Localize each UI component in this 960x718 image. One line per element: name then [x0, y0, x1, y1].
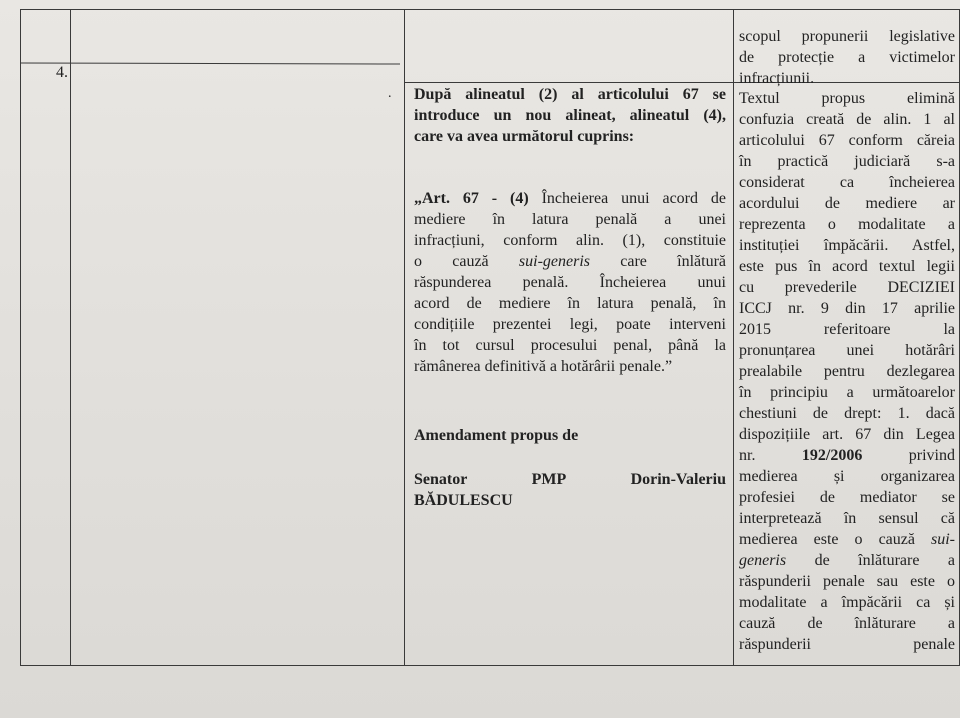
col-border-2 — [70, 9, 71, 665]
motivation-top — [739, 26, 955, 89]
motivation-line: 2015 referitoare la — [739, 321, 955, 338]
table-bottom-border — [20, 665, 960, 666]
motivation-line: medierea este o cauză sui- — [739, 531, 955, 548]
motivation-line: răspunderii penale sau este o — [739, 573, 955, 590]
motivation-line: prealabile pentru dezlegarea — [739, 363, 955, 380]
article-text — [414, 188, 726, 377]
law-number: 192/2006 — [801, 447, 863, 464]
senator-first-name: Dorin-Valeriu — [630, 471, 726, 488]
motivation-line: considerat ca încheierea — [739, 174, 955, 191]
amendment-label: Amendament propus de — [414, 427, 579, 444]
motivation-line: în principiu a următoarelor — [739, 384, 955, 401]
motivation-line: de protecție a victimelor — [739, 49, 955, 66]
motivation-text — [739, 88, 955, 655]
motivation-line: reprezenta o modalitate a — [739, 216, 955, 233]
motivation-line: cauză de înlăturare a — [739, 615, 955, 632]
col-border-4 — [733, 9, 734, 665]
amendment-heading — [414, 84, 726, 147]
row-divider — [20, 63, 400, 65]
latin-term: sui- — [931, 531, 955, 548]
motivation-line: cu prevederile DECIZIEI — [739, 279, 955, 296]
article-line: răspunderea penală. Încheierea unui — [414, 274, 726, 291]
motivation-line: chestiuni de drept: 1. dacă — [739, 405, 955, 422]
article-line: o cauză sui-generis care înlătură — [414, 253, 727, 270]
latin-term: sui-generis — [518, 253, 591, 270]
latin-term: generis — [739, 552, 787, 569]
row-number: 4. — [56, 64, 68, 81]
motivation-line: răspunderii penale — [739, 636, 955, 653]
motivation-line: nr. 192/2006 privind — [739, 447, 955, 464]
motivation-line: profesiei de mediator se — [739, 489, 955, 506]
motivation-line: scopul propunerii legislative — [739, 28, 955, 45]
table-top-border — [20, 9, 960, 10]
motivation-line: în practică judiciară s-a — [739, 153, 955, 170]
motivation-line: generis de înlăturare a — [739, 552, 955, 569]
stray-dot: . — [388, 86, 392, 101]
heading-line: După alineatul (2) al articolului 67 se — [414, 86, 726, 103]
motivation-line: Textul propus elimină — [739, 90, 955, 107]
motivation-line: infracțiunii. — [739, 70, 815, 87]
motivation-line: este pus în acord textul legii — [739, 258, 955, 275]
motivation-line: ICCJ nr. 9 din 17 aprilie — [739, 300, 955, 317]
article-line: condițiile prezentei legi, poate interveni — [414, 316, 726, 333]
senator-title: Senator — [414, 471, 468, 488]
motivation-line: acordului de mediere ar — [739, 195, 955, 212]
motivation-line: interpretează în sensul că — [739, 510, 955, 527]
senator-signature — [414, 469, 726, 511]
motivation-line: pronunțarea unei hotărâri — [739, 342, 955, 359]
senator-last-name: BĂDULESCU — [414, 492, 513, 509]
motivation-line: dispozițiile art. 67 din Legea — [739, 426, 955, 443]
heading-line: introduce un nou alineat, alineatul (4), — [414, 107, 726, 124]
motivation-line: articolului 67 conform căreia — [739, 132, 955, 149]
article-line: infracțiuni, conform alin. (1), constituie — [414, 232, 726, 249]
col-border-1 — [20, 9, 21, 665]
senator-party: PMP — [531, 471, 567, 488]
motivation-line: instituției împăcării. Astfel, — [739, 237, 955, 254]
motivation-line: confuzia creată de alin. 1 al — [739, 111, 955, 128]
motivation-line: modalitate a împăcării ca și — [739, 594, 955, 611]
article-line: acord de mediere în latura penală, în — [414, 295, 726, 312]
article-line: rămânerea definitivă a hotărârii penale.” — [414, 358, 673, 375]
article-line: în tot cursul procesului penal, până la — [414, 337, 726, 354]
article-line: „Art. 67 - (4) Încheierea unui acord de — [414, 190, 726, 207]
heading-line: care va avea următorul cuprins: — [414, 128, 635, 145]
article-line: mediere în latura penală a unei — [414, 211, 726, 228]
col-border-3 — [404, 9, 405, 665]
motivation-line: medierea și organizarea — [739, 468, 955, 485]
article-ref: „Art. 67 - (4) — [414, 190, 529, 207]
